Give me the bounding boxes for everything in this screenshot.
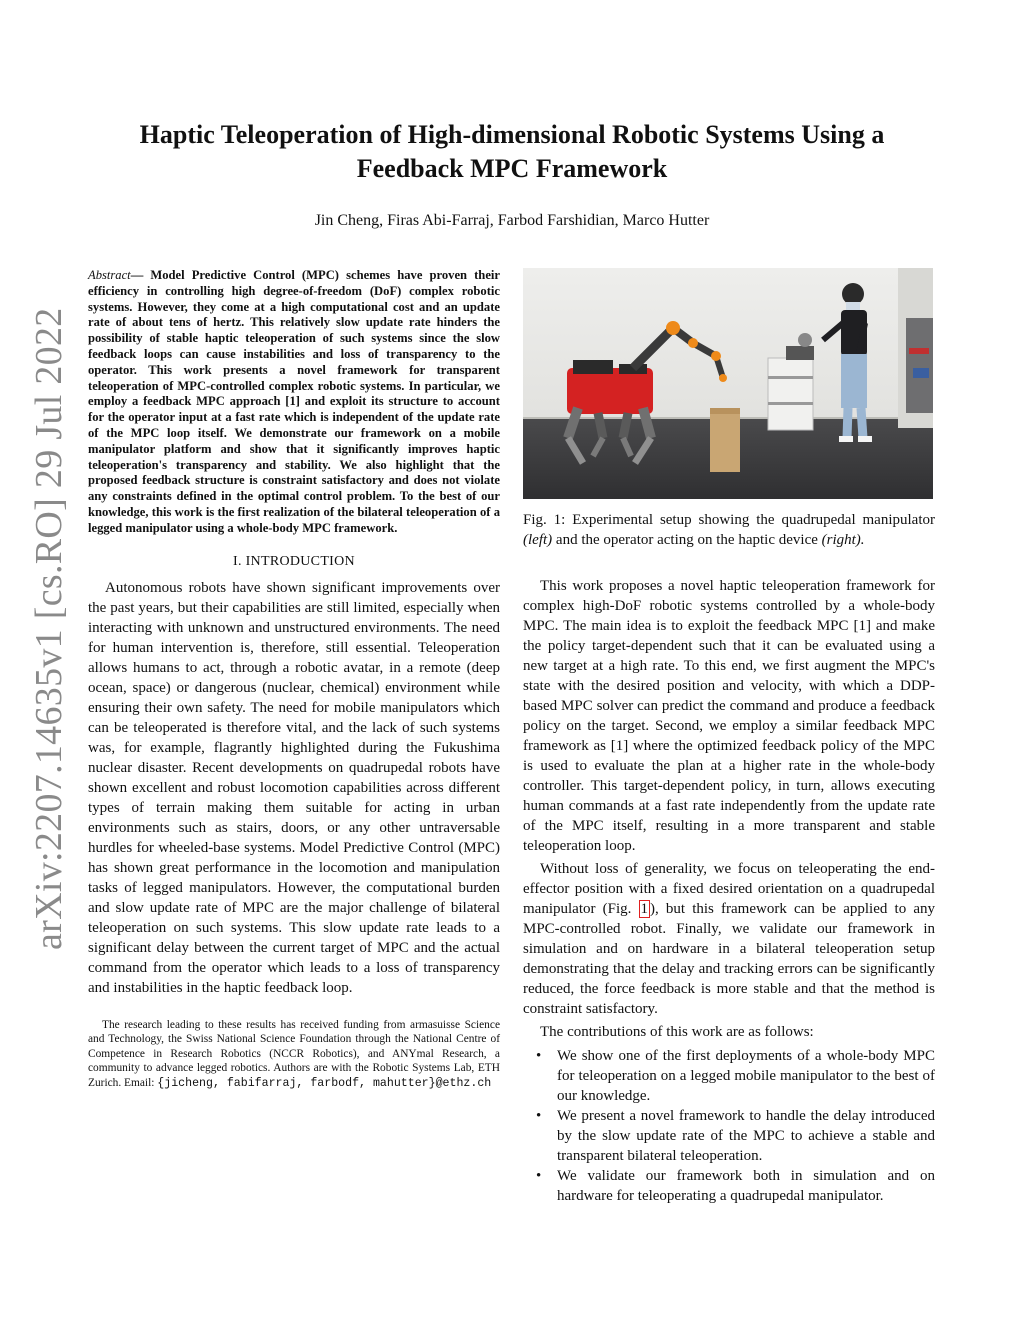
section-heading-introduction: I. INTRODUCTION (233, 553, 355, 569)
author-list: Jin Cheng, Firas Abi-Farraj, Farbod Farshidian, Marco Hutter (314, 212, 710, 229)
contribution-text-3: We validate our framework both in simulation and on hardware for teleoperating a quadrupedal manipulator. (557, 1168, 935, 1204)
title-line-1: Haptic Teleoperation of High-dimensional Robotic Systems Using a (139, 120, 885, 149)
caption-right: (right). (821, 532, 865, 548)
caption-prefix: Fig. 1: Experimental setup showing the quadrupedal manipulator (523, 512, 935, 528)
caption-left: (left) (523, 532, 553, 548)
abstract-text: — Model Predictive Control (MPC) schemes have proven their efficiency in controlling high degree-of-freedom (DoF) complex robotic systems. However, they come at a high computational cost and an update rate of about tens of hertz. This relatively slow update rate hinders the possibility of stable haptic teleoperation of such systems since the slow feedback loops can cause instabilities and loss of transparency to the operator. This work presents a novel framework for transparent teleoperation of MPC-controlled complex robotic systems. In particular, we employ a feedback MPC approach [1] and exploit its structure to account for the operator input at a fast rate which is independent of the update rate of the MPC loop itself. We demonstrate our framework on a mobile manipulator platform and show that it significantly improves haptic teleoperation's transparency and stability. We also highlight that the proposed feedback structure is constraint satisfactory and does not violate any constraints defined in the optimal control problem. To the best of our knowledge, this work is the first realization of the bilateral teleoperation of a legged manipulator using a whole-body MPC framework. (88, 268, 500, 535)
abstract (88, 268, 500, 537)
title-line-2: Feedback MPC Framework (356, 154, 668, 183)
contribution-text-2: We present a novel framework to handle the delay introduced by the slow update rate of the MPC to achieve a stable and transparent bilateral teleoperation. (557, 1108, 935, 1164)
paragraph-3 (523, 859, 935, 1019)
paragraph-3-b: ), but this framework can be applied to any MPC-controlled robot. Finally, we validate our framework in simulation and on hardware in a bilateral teleoperation setup demonstrating that the delay and tracking errors can be significantly reduced, the force feedback is more stable and that the method is constraint satisfactory. (523, 901, 935, 1017)
bullet-icon: • (536, 1108, 542, 1124)
paragraph-3-a: Without loss of generality, we focus on teleoperating the end-effector position with a fixed desired orientation on a quadrupedal manipulator (Fig. (523, 861, 935, 917)
figure-1-photo (523, 268, 933, 499)
contribution-item-1 (523, 1046, 935, 1106)
intro-paragraph: Autonomous robots have shown significant improvements over the past years, but their capabilities are still limited, especially when interacting with unknown and unstructured environments. The need for human intervention is, therefore, still essential. Teleoperation allows humans to act, through a robotic avatar, in a remote (deep ocean, space) or dangerous (nuclear, chemical) environment while ensuring their own safety. The need for mobile manipulators which can be teleoperated is therefore vital, and the lack of such systems was, for example, flagrantly highlighted during the Fukushima nuclear disaster. Recent developments on quadrupedal robots have shown excellent and robust locomotion capabilities across different types of terrain making them suitable for acting in urban environments such as stairs, doors, or any other untraversable hurdles for wheeled-base systems. Model Predictive Control (MPC) has shown great performance in the locomotion and manipulation tasks of legged manipulators. However, the computational burden and slow update rate of MPC are the major challenge of bilateral teleoperation on such systems. This slow update rate leads to a significant delay between the current target of MPC and the actual command from the operator which leads to a loss of transparency and instabilities in the haptic feedback loop. (88, 579, 500, 996)
caption-mid: and the operator acting on the haptic device (552, 532, 822, 548)
right-column (523, 268, 935, 1206)
figure-1-caption (523, 510, 935, 550)
paragraph-4: The contributions of this work are as follows: (540, 1024, 814, 1040)
experimental-setup-image (523, 268, 933, 499)
contribution-text-1: We show one of the first deployments of a whole-body MPC for teleoperation on a legged mobile manipulator to the best of our knowledge. (557, 1048, 935, 1104)
right-body-text (523, 576, 935, 1206)
footnote-text: The research leading to these results has received funding from armasuisse Science and Technology, the Swiss National Science Foundation through the National Centre of Competence in Research Robotics (NCCR Robotics), and ANYmal Research, a community to advance legged robotics. Authors are with the Robotic Systems Lab, ETH Zurich. Email: (88, 1018, 500, 1089)
figure-1-reference-link[interactable]: 1 (640, 901, 649, 917)
funding-footnote (88, 1018, 500, 1092)
contribution-item-3 (523, 1166, 935, 1206)
bullet-icon: • (536, 1168, 542, 1184)
footnote-email: {jicheng, fabifarraj, farbodf, mahutter}@ethz.ch (157, 1076, 492, 1090)
abstract-label: Abstract (88, 268, 131, 282)
paper-title (80, 118, 944, 186)
bullet-icon: • (536, 1048, 542, 1064)
paragraph-2: This work proposes a novel haptic teleoperation framework for complex high-DoF robotic systems controlled by a whole-body MPC. The main idea is to exploit the feedback MPC [1] and make the policy target-dependent such that it can be evaluated using a new target at a high rate. To this end, we first augment the MPC's state with the desired position and velocity, with which a DDP-based MPC solver can predict the command and produce a feedback policy on the target. Second, we employ a similar feedback MPC framework as [1] where the optimized feedback policy of the MPC is used to evaluate the plan at a higher rate in the whole-body controller. This target-dependent policy, in turn, allows executing human commands at a fast rate independently from the update rate of the MPC itself, resulting in a more transparent and stable teleoperation loop. (523, 578, 935, 854)
arxiv-identifier: arXiv:2207.14635v1 [cs.RO] 29 Jul 2022 (28, 307, 70, 950)
contribution-item-2 (523, 1106, 935, 1166)
left-column (88, 268, 500, 1092)
contributions-list (523, 1046, 935, 1206)
